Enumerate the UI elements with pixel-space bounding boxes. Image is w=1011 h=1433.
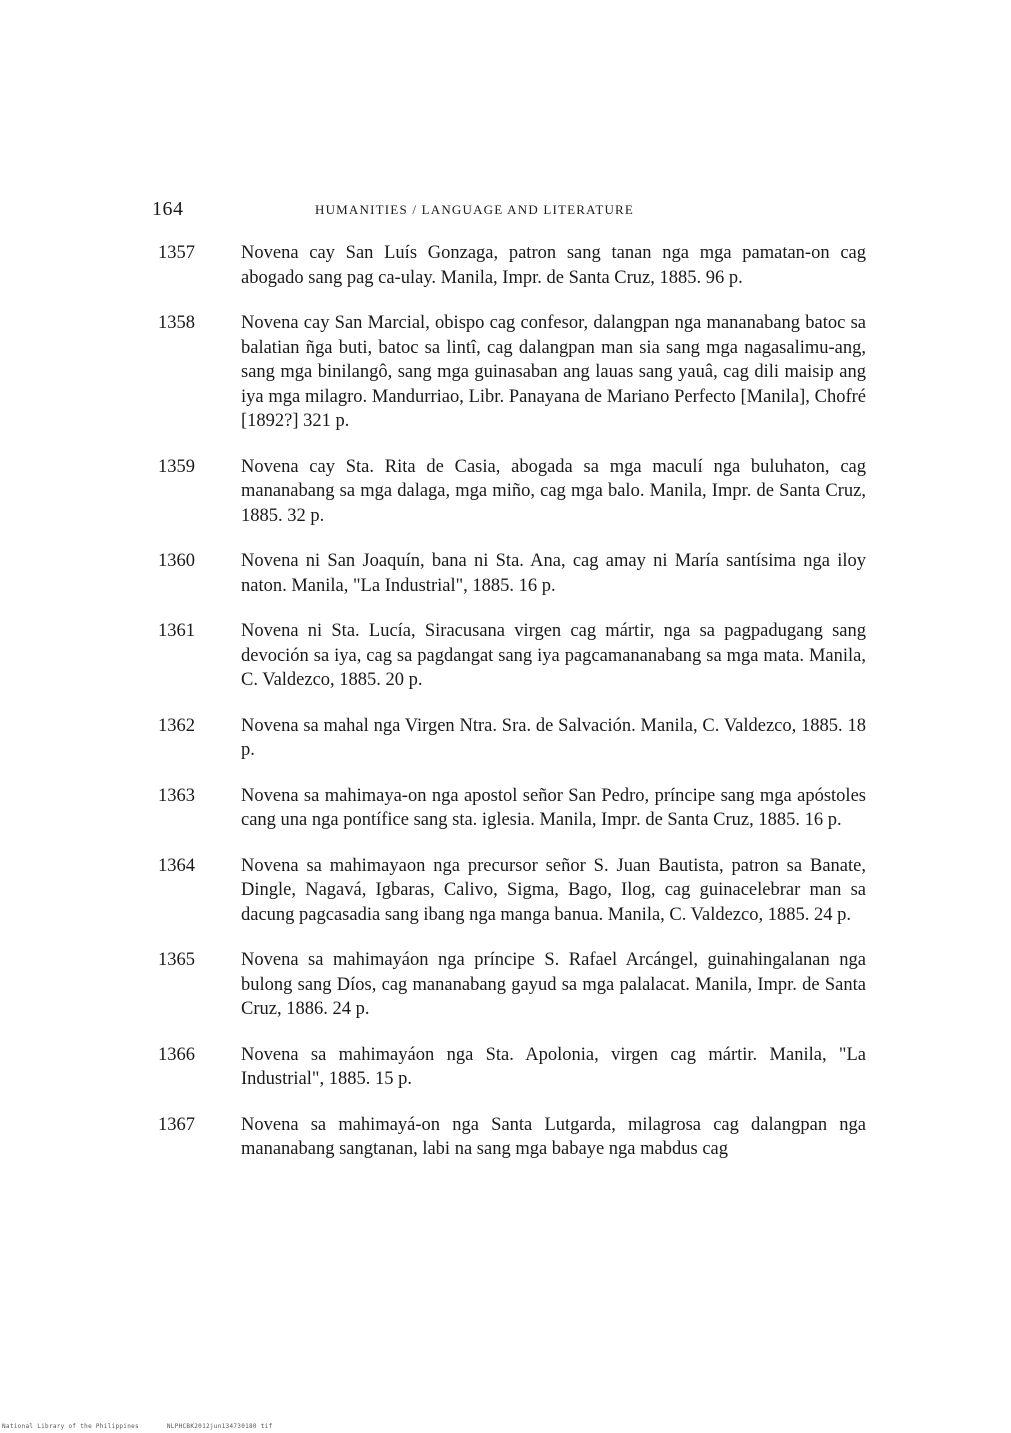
bibliography-entry	[150, 549, 880, 598]
bibliography-entry	[150, 455, 880, 529]
library-credit: National Library of the Philippines	[2, 1423, 139, 1430]
bibliography-entry	[150, 854, 880, 928]
page-number: 164	[152, 198, 184, 220]
bibliography-entry	[150, 948, 880, 1022]
entry-text: Novena sa mahimayáon nga príncipe S. Rafael Arcángel, guinahingalanan nga bulong sang Díos, cag mananabang gayud sa mga palalacat. Manila, Impr. de Santa Cruz, 1886. 24 p.	[241, 950, 866, 1019]
entry-number: 1364	[158, 855, 195, 876]
bibliography-entry	[150, 1113, 880, 1162]
entry-number: 1362	[158, 715, 195, 736]
entry-number: 1365	[158, 950, 195, 970]
entry-text: Novena ni San Joaquín, bana ni Sta. Ana, cag amay ni María santísima nga iloy naton. Manila, "La Industrial", 1885. 16 p.	[241, 551, 866, 596]
scan-footer	[2, 1423, 297, 1430]
bibliography-entry	[150, 1043, 880, 1092]
bibliography-entry	[150, 241, 880, 290]
bibliography-entry	[150, 619, 880, 693]
entry-number: 1357	[158, 243, 195, 263]
entry-text: Novena sa mahal nga Virgen Ntra. Sra. de Salvación. Manila, C. Valdezco, 1885. 18 p.	[241, 715, 866, 760]
entry-text: Novena sa mahimaya-on nga apostol señor San Pedro, príncipe sang mga apóstoles cang una nga pontífice sang sta. iglesia. Manila, Impr. de Santa Cruz, 1885. 16 p.	[241, 785, 866, 830]
bibliography-entry	[150, 311, 880, 434]
entry-text: Novena sa mahimayá-on nga Santa Lutgarda, milagrosa cag dalangpan nga mananabang sangtanan, labi na sang mga babaye nga mabdus cag	[241, 1114, 866, 1159]
bibliography-entries	[150, 241, 880, 1183]
entry-number: 1366	[158, 1044, 195, 1065]
entry-text: Novena cay San Marcial, obispo cag confesor, dalangpan nga mananabang batoc sa balatian ñga buti, batoc sa lintî, cag dalangpan man sia sang mga nagasalimu-ang, sang mga binilangô, sang mga guinasaban ang lauas sang yauâ, cag dili maisip ang iya mga milagro. Mandurriao, Libr. Panayana de Mariano Perfecto [Manila], Chofré [1892?] 321 p.	[241, 313, 866, 431]
page-header	[152, 198, 872, 224]
entry-text: Novena ni Sta. Lucía, Siracusana virgen cag mártir, nga sa pagpadugang sang devoción sa iya, cag sa pagdangat sang iya pagcamananabang sa mga mata. Manila, C. Valdezco, 1885. 20 p.	[241, 621, 866, 690]
bibliography-entry	[150, 784, 880, 833]
entry-number: 1358	[158, 313, 195, 333]
entry-text: Novena cay San Luís Gonzaga, patron sang tanan nga mga pamatan-on cag abogado sang pag ca-ulay. Manila, Impr. de Santa Cruz, 1885. 96 p.	[241, 243, 866, 288]
entry-number: 1360	[158, 551, 195, 571]
entry-number: 1367	[158, 1114, 195, 1135]
entry-number: 1359	[158, 456, 195, 477]
running-head: HUMANITIES / LANGUAGE AND LITERATURE	[315, 202, 635, 217]
entry-text: Novena sa mahimayaon nga precursor señor S. Juan Bautista, patron sa Banate, Dingle, Nagavá, Igbaras, Calivo, Sigma, Bago, Ilog, cag guinacelebrar man sa dacung pagcasadia sang ibang nga manga banua. Manila, C. Valdezco, 1885. 24 p.	[241, 855, 866, 925]
bibliography-entry	[150, 714, 880, 763]
entry-text: Novena sa mahimayáon nga Sta. Apolonia, virgen cag mártir. Manila, "La Industrial", 1885. 15 p.	[241, 1044, 866, 1089]
entry-number: 1363	[158, 785, 195, 806]
entry-text: Novena cay Sta. Rita de Casia, abogada sa mga maculí nga buluhaton, cag mananabang sa mga dalaga, mga miño, cag mga balo. Manila, Impr. de Santa Cruz, 1885. 32 p.	[241, 456, 866, 526]
scan-id: NLPHCBK2012jun134730180 tif	[166, 1423, 273, 1430]
entry-number: 1361	[158, 621, 195, 641]
